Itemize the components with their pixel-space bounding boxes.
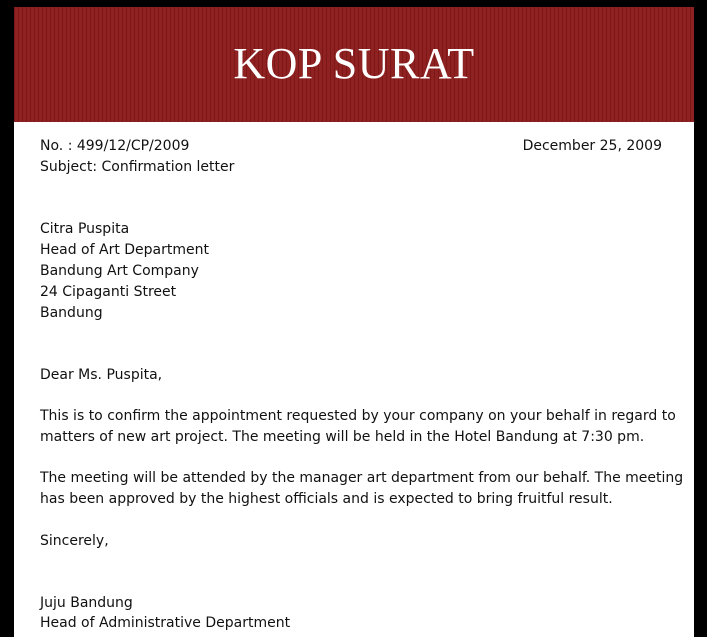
- salutation: Dear Ms. Puspita,: [40, 367, 163, 383]
- body-paragraph-2: [40, 468, 692, 510]
- reference-number: No. : 499/12/CP/2009: [40, 138, 190, 154]
- paragraph-line: has been approved by the highest officials and is expected to bring fruitful result.: [40, 491, 613, 507]
- recipient-address: [40, 219, 209, 324]
- letterhead-banner: [14, 7, 694, 122]
- signer-name: Juju Bandung: [40, 595, 133, 611]
- paragraph-line: The meeting will be attended by the manager art department from our behalf. The meeting: [40, 470, 684, 486]
- letter-subject: Subject: Confirmation letter: [40, 159, 235, 175]
- paragraph-line: This is to confirm the appointment requested by your company on your behalf in regard to: [40, 408, 676, 424]
- recipient-street: 24 Cipaganti Street: [40, 284, 177, 300]
- recipient-name: Citra Puspita: [40, 221, 130, 237]
- paragraph-line: matters of new art project. The meeting will be held in the Hotel Bandung at 7:30 pm.: [40, 429, 645, 445]
- letter-page: [14, 7, 694, 637]
- recipient-city: Bandung: [40, 305, 103, 321]
- recipient-position: Head of Art Department: [40, 242, 209, 258]
- letter-date: December 25, 2009: [522, 138, 662, 154]
- closing: Sincerely,: [40, 533, 109, 549]
- letterhead-title: KOP SURAT: [233, 39, 475, 88]
- body-paragraph-1: [40, 406, 692, 448]
- recipient-company: Bandung Art Company: [40, 263, 199, 279]
- signer-title: Head of Administrative Department: [40, 615, 291, 631]
